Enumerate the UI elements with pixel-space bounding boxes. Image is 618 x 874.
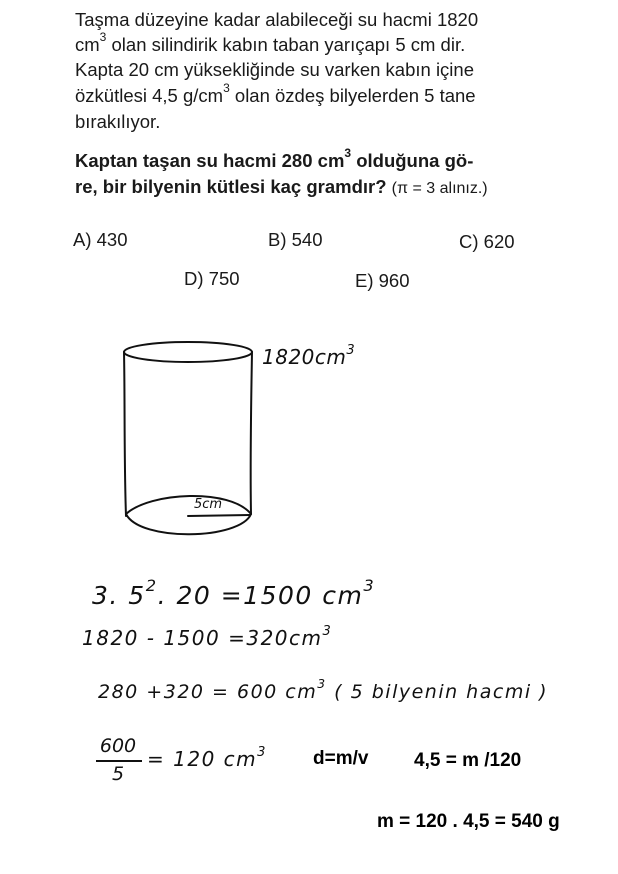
solution-line-4 — [147, 744, 267, 771]
exponent: 2 — [145, 576, 158, 596]
pi-note: (π = 3 alınız.) — [391, 180, 488, 197]
exponent: 3 — [344, 146, 352, 161]
cylinder-bottom-back — [126, 496, 251, 514]
exponent: 3 — [363, 576, 376, 596]
cylinder-figure — [110, 330, 280, 550]
exponent: 3 — [322, 623, 333, 639]
cylinder-top-ellipse — [124, 342, 252, 362]
cylinder-left-side — [124, 352, 126, 516]
exponent: 3 — [317, 677, 327, 692]
problem-text: olan silindirik kabın taban yarıçapı 5 cm dir. — [111, 34, 466, 55]
question-line-2 — [75, 176, 488, 198]
fraction-numerator: 600 — [99, 735, 137, 757]
option-d[interactable]: D) 750 — [184, 268, 240, 289]
solution-line-1 — [92, 576, 376, 610]
solution-text: 3. 5 — [92, 581, 146, 610]
density-equation: 4,5 = m /120 — [414, 750, 522, 771]
problem-line-3 — [75, 58, 474, 83]
radius-line — [188, 515, 250, 516]
question-text: re, bir bilyenin kütlesi kaç gramdır? — [75, 176, 387, 197]
problem-text: olan özdeş bilyelerden 5 tane — [234, 85, 476, 106]
question-text: Kaptan taşan su hacmi 280 cm — [75, 150, 345, 171]
cylinder-right-side — [251, 352, 252, 514]
solution-text: ( 5 bilyenin hacmi ) — [326, 681, 549, 703]
problem-line-1 — [75, 8, 478, 33]
fraction-denominator: 5 — [111, 763, 125, 785]
solution-line-3 — [98, 677, 549, 703]
problem-line-2 — [75, 30, 466, 58]
problem-line-4 — [75, 81, 476, 109]
solution-text: 280 +320 = 600 cm — [98, 681, 318, 703]
cylinder-bottom-front — [126, 514, 251, 534]
radius-label: 5cm — [194, 497, 223, 512]
solution-text: . 20 =1500 cm — [157, 581, 364, 610]
solution-text: = 120 cm — [147, 747, 258, 771]
problem-line-5 — [75, 110, 160, 135]
option-a[interactable]: A) 430 — [73, 229, 128, 250]
exponent: 3 — [346, 342, 356, 358]
volume-label-text: 1820cm — [262, 345, 347, 369]
problem-text: özkütlesi 4,5 g/cm — [75, 85, 224, 106]
fraction-bar — [96, 760, 142, 762]
option-e[interactable]: E) 960 — [355, 270, 410, 291]
option-b[interactable]: B) 540 — [268, 229, 323, 250]
exponent: 3 — [99, 30, 107, 45]
final-result: m = 120 . 4,5 = 540 g — [377, 811, 560, 832]
option-c[interactable]: C) 620 — [459, 231, 515, 252]
exponent: 3 — [257, 744, 267, 760]
problem-text: Kapta 20 cm yüksekliğinde su varken kabın içine — [75, 59, 474, 80]
volume-label — [262, 342, 356, 369]
question-text: olduğuna gö- — [351, 150, 474, 171]
question-line-1 — [75, 146, 474, 172]
solution-text: 1820 - 1500 =320cm — [82, 626, 323, 650]
exponent: 3 — [223, 81, 230, 96]
problem-text: Taşma düzeyine kadar alabileceği su hacmi 1820 — [75, 9, 479, 30]
unit-text: cm — [75, 34, 100, 55]
density-formula: d=m/v — [313, 748, 369, 769]
problem-text: bırakılıyor. — [75, 111, 161, 132]
solution-line-2 — [82, 623, 333, 650]
